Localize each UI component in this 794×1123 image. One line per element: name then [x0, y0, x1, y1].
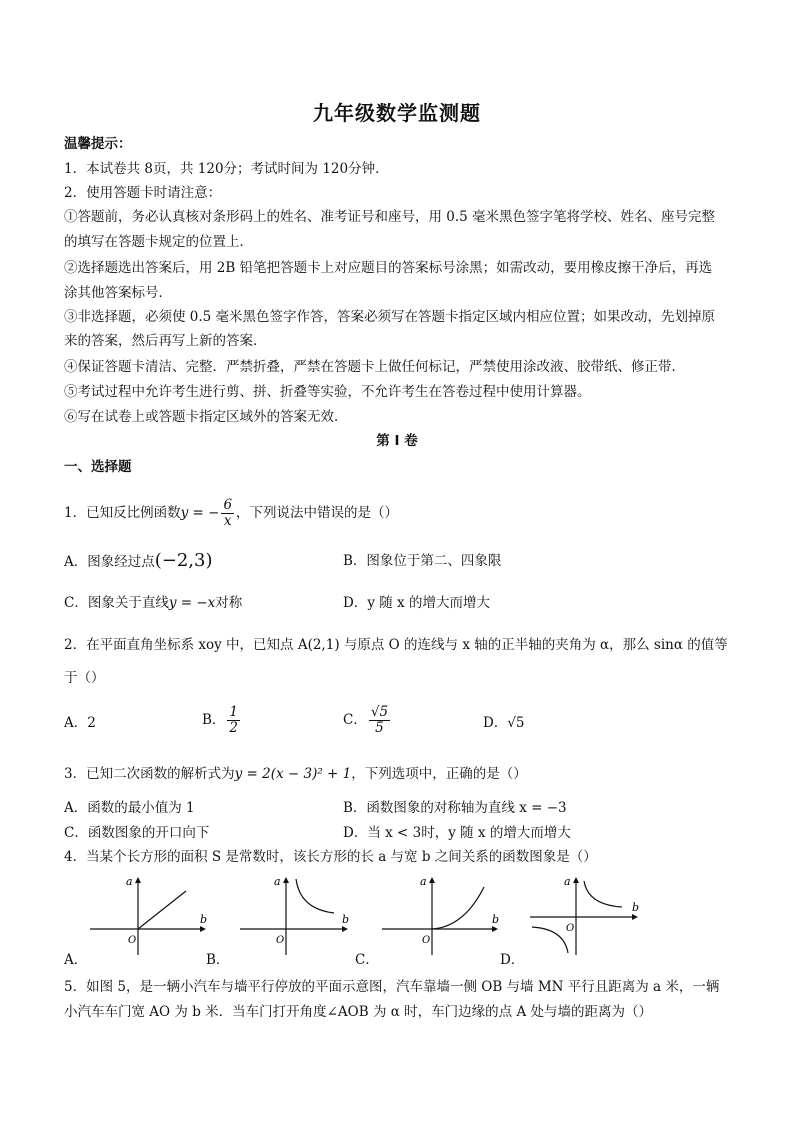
question-3-stem: 3．已知二次函数的解析式为y = 2(x − 3)² + 1，下列选项中，正确的是（）	[64, 766, 527, 782]
q2-option-d[interactable]: D．√5	[483, 715, 525, 731]
axis-label-b: b	[342, 913, 350, 926]
q3-option-d[interactable]: D．当 x < 3时，y 随 x 的增大而增大	[343, 825, 571, 841]
question-2-stem: 2．在平面直角坐标系 xoy 中，已知点 A(2,1) 与原点 O 的连线与 x 轴的正半轴的夹角为 α，那么 sinα 的值等	[64, 637, 728, 653]
q4-option-d[interactable]: D．	[500, 952, 525, 968]
q2-option-a[interactable]: A．2	[64, 715, 96, 731]
tip-line: ④保证答题卡清洁、完整．严禁折叠，严禁在答题卡上做任何标记，严禁使用涂改液、胶带纸、修正带．	[64, 359, 685, 375]
q3-option-c[interactable]: C．函数图象的开口向下	[64, 825, 210, 841]
question-2-stem-cont: 于（）	[64, 670, 105, 686]
volume-heading: 第 I 卷	[376, 433, 418, 449]
question-5-stem-cont: 小汽车车门宽 AO 为 b 米．当车门打开角度∠AOB 为 α 时，车门边缘的点 A 处与墙的距离为（）	[64, 1004, 652, 1020]
tip-line: 2．使用答题卡时请注意：	[64, 185, 222, 201]
tips-heading: 温馨提示：	[64, 136, 132, 152]
origin-label: O	[422, 935, 431, 946]
q4-graph-b	[238, 873, 353, 958]
tip-line: 1．本试卷共 8页，共 120分；考试时间为 120分钟．	[64, 161, 389, 177]
fraction: $\frac{6}{x}$	[223, 497, 233, 529]
q1-option-c[interactable]: C．图象关于直线y = −x对称	[64, 595, 243, 611]
fraction: $\frac{1}{2}$	[229, 704, 239, 736]
question-1-stem: 1．已知反比例函数y = − $\frac{6}{x}$ ，下列说法中错误的是（）	[64, 497, 399, 529]
tip-line: 的填写在答题卡规定的位置上．	[64, 234, 253, 250]
axis-label-b: b	[492, 913, 500, 926]
tip-line: ③非选择题，必须使 0.5 毫米黑色签字作答，答案必须写在答题卡指定区域内相应位置；如果改动，先划掉原	[64, 309, 716, 325]
q4-option-a[interactable]: A．	[64, 952, 88, 968]
tip-line: ⑤考试过程中允许考生进行剪、拼、折叠等实验，不允许考生在答卷过程中使用计算器。	[64, 384, 591, 400]
axis-label-b: b	[200, 913, 208, 926]
origin-label: O	[566, 923, 575, 934]
q4-option-b[interactable]: B．	[206, 952, 230, 968]
q4-graph-d	[528, 873, 648, 958]
axis-label-b: b	[632, 901, 640, 914]
q1-option-d[interactable]: D．y 随 x 的增大而增大	[343, 595, 490, 611]
tip-line: 涂其他答案标号．	[64, 285, 172, 301]
q4-graph-c	[380, 873, 505, 958]
page-title: 九年级数学监测题	[313, 101, 481, 125]
tip-line: ①答题前，务必认真核对条形码上的姓名、准考证号和座号，用 0.5 毫米黑色签字笔将学校、姓名、座号完整	[64, 209, 716, 225]
section-heading: 一、选择题	[64, 459, 132, 475]
q1-option-a[interactable]: A．图象经过点(−2,3)	[64, 550, 213, 571]
q4-graph-a	[88, 873, 208, 958]
tip-line: ②选择题选出答案后，用 2B 铅笔把答题卡上对应题目的答案标号涂黑；如需改动，要用橡皮擦干净后，再选	[64, 260, 713, 276]
q3-option-b[interactable]: B．函数图象的对称轴为直线 x = −3	[343, 800, 567, 816]
q2-option-b[interactable]: B． $\frac{1}{2}$	[202, 704, 239, 736]
q4-option-c[interactable]: C．	[355, 952, 379, 968]
axis-label-a: a	[126, 875, 133, 888]
question-5-stem: 5．如图 5，是一辆小汽车与墙平行停放的平面示意图，汽车靠墙一侧 OB 与墙 MN 平行且距离为 a 米，一辆	[64, 979, 720, 995]
tip-line: ⑥写在试卷上或答题卡指定区域外的答案无效．	[64, 409, 348, 425]
axis-label-a: a	[420, 875, 427, 888]
q1-option-b[interactable]: B．图象位于第二、四象限	[343, 553, 502, 569]
axis-label-a: a	[564, 875, 571, 888]
q3-option-a[interactable]: A．函数的最小值为 1	[64, 800, 195, 816]
fraction: $\frac{√5}{5}$	[370, 704, 389, 736]
tip-line: 来的答案，然后再写上新的答案．	[64, 333, 267, 349]
q2-option-c[interactable]: C． $\frac{√5}{5}$	[343, 704, 389, 736]
question-4-stem: 4．当某个长方形的面积 S 是常数时，该长方形的长 a 与宽 b 之间关系的函数图象是（）	[64, 849, 597, 865]
origin-label: O	[276, 935, 285, 946]
axis-label-a: a	[274, 875, 281, 888]
origin-label: O	[128, 935, 137, 946]
